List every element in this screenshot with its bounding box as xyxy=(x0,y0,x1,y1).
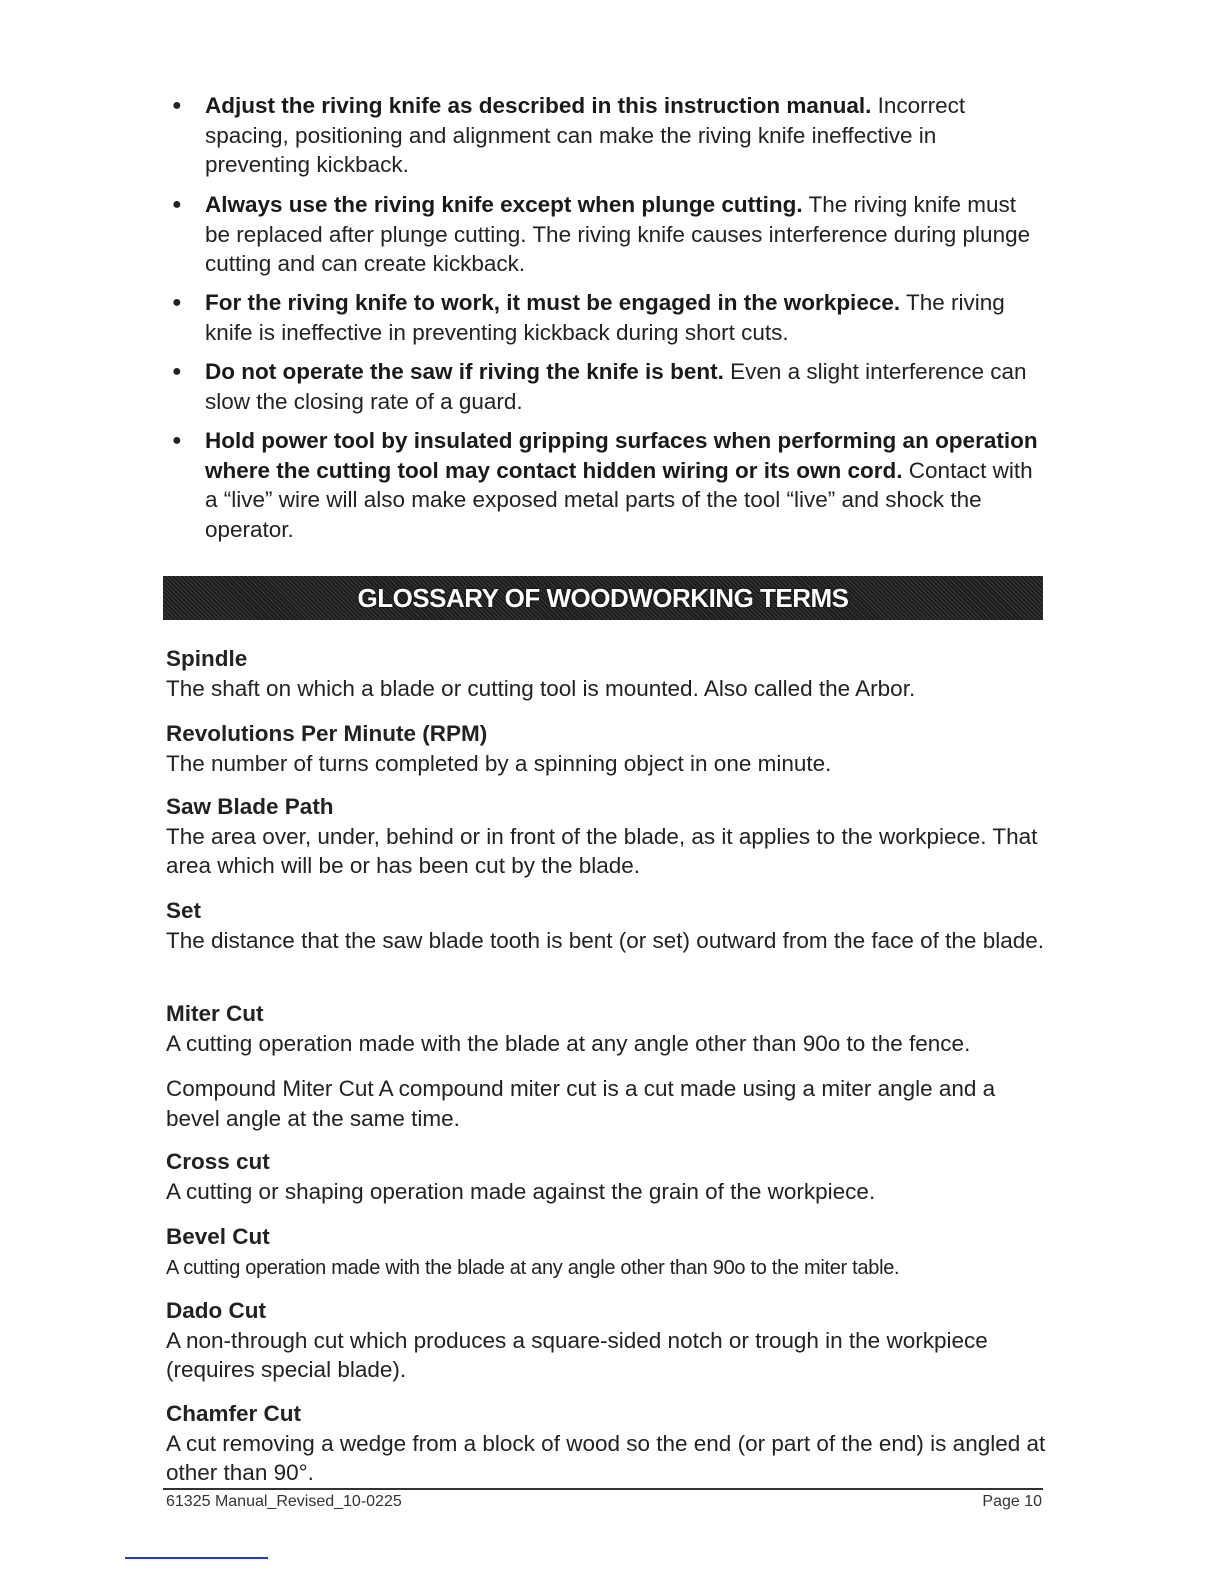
glossary-entry xyxy=(166,1147,1046,1206)
glossary-entry xyxy=(166,1399,1046,1488)
term-title: Dado Cut xyxy=(166,1298,266,1323)
term-definition: A cutting operation made with the blade at any angle other than 90o to the miter table. xyxy=(166,1256,900,1279)
term-title: Bevel Cut xyxy=(166,1224,270,1249)
glossary-entry xyxy=(166,1074,1046,1133)
bullet-item xyxy=(172,288,1045,347)
glossary-entry xyxy=(166,1296,1046,1385)
term-definition: The area over, under, behind or in front of the blade, as it applies to the workpiece. That area which will be or has been cut by the blade. xyxy=(166,823,1038,878)
footer-divider xyxy=(163,1488,1043,1490)
bullet-icon: ● xyxy=(172,294,182,311)
bullet-heading: Do not operate the saw if riving the knife is bent. xyxy=(205,359,724,384)
term-definition: The distance that the saw blade tooth is bent (or set) outward from the face of the blade. xyxy=(166,927,1045,953)
glossary-entry xyxy=(166,719,1046,778)
term-title: Cross cut xyxy=(166,1149,270,1174)
term-title: Spindle xyxy=(166,646,248,671)
term-title: Miter Cut xyxy=(166,1001,264,1026)
term-title: Chamfer Cut xyxy=(166,1401,302,1426)
bullet-item xyxy=(172,91,1045,180)
term-definition: A non-through cut which produces a square-sided notch or trough in the workpiece (requires special blade). xyxy=(166,1327,988,1382)
glossary-entry xyxy=(166,792,1046,881)
term-definition: A cutting operation made with the blade at any angle other than 90o to the fence. xyxy=(166,1030,971,1056)
bullet-text: Even a slight interference can slow the closing rate of a guard. xyxy=(205,359,1027,414)
glossary-entry xyxy=(166,896,1046,955)
footer-doc-id: 61325 Manual_Revised_10-0225 xyxy=(166,1493,402,1510)
bullet-icon: ● xyxy=(172,432,182,449)
bullet-icon: ● xyxy=(172,363,182,380)
glossary-entry xyxy=(166,1222,1046,1283)
term-definition: The number of turns completed by a spinning object in one minute. xyxy=(166,750,832,776)
term-definition: The shaft on which a blade or cutting tool is mounted. Also called the Arbor. xyxy=(166,675,916,701)
bullet-text: Incorrect spacing, positioning and alignment can make the riving knife ineffective in preventing kickback. xyxy=(205,93,966,177)
bullet-icon: ● xyxy=(172,196,182,213)
term-title: Revolutions Per Minute (RPM) xyxy=(166,721,488,746)
bullet-heading: Always use the riving knife except when plunge cutting. xyxy=(205,192,803,217)
term-definition: A cut removing a wedge from a block of wood so the end (or part of the end) is angled at other than 90°. xyxy=(166,1430,1046,1485)
term-title: Set xyxy=(166,898,202,923)
bullet-text: The riving knife is ineffective in preventing kickback during short cuts. xyxy=(205,290,1005,345)
term-title: Saw Blade Path xyxy=(166,794,334,819)
bullet-item xyxy=(172,357,1045,416)
glossary-entry xyxy=(166,644,1046,703)
section-banner: GLOSSARY OF WOODWORKING TERMS xyxy=(163,576,1043,620)
bullet-heading: For the riving knife to work, it must be engaged in the workpiece. xyxy=(205,290,901,315)
term-definition: A cutting or shaping operation made against the grain of the workpiece. xyxy=(166,1178,876,1204)
term-definition: Compound Miter Cut A compound miter cut is a cut made using a miter angle and a bevel angle at the same time. xyxy=(166,1076,996,1131)
bullet-text: Contact with a “live” wire will also make exposed metal parts of the tool “live” and shock the operator. xyxy=(205,457,1033,542)
bullet-icon: ● xyxy=(172,97,182,114)
bullet-text: The riving knife must be replaced after plunge cutting. The riving knife causes interference during plunge cutting and can create kickback. xyxy=(205,192,1031,276)
bullet-item xyxy=(172,190,1045,279)
glossary-entry xyxy=(166,999,1046,1058)
bullet-heading: Adjust the riving knife as described in this instruction manual. xyxy=(205,93,872,118)
bullet-heading: Hold power tool by insulated gripping surfaces when performing an operation where the cutting tool may contact hidden wiring or its own cord. xyxy=(205,428,1038,483)
blue-underline xyxy=(125,1557,268,1559)
footer-page-number: Page 10 xyxy=(982,1493,1042,1510)
bullet-item xyxy=(172,426,1045,544)
